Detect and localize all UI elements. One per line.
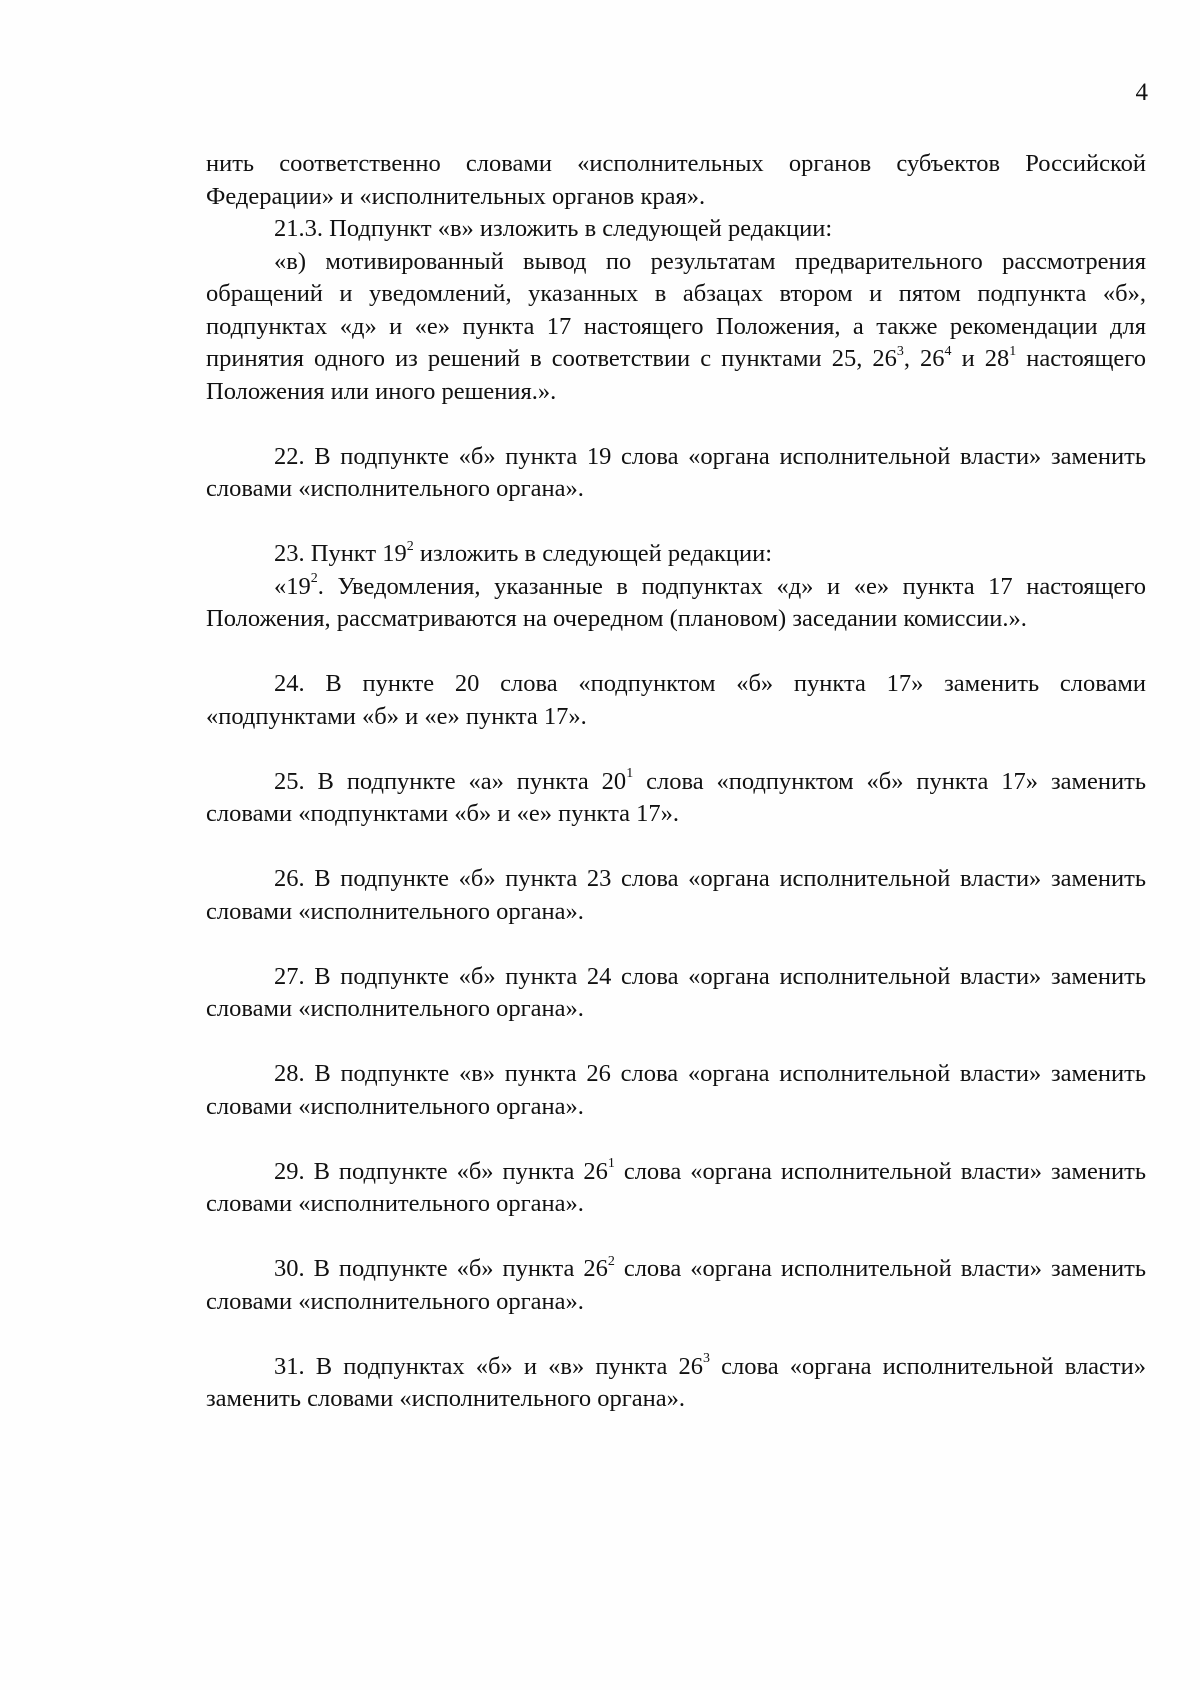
paragraph-spacer [206,1318,1146,1351]
superscript-index: 4 [944,343,952,359]
paragraph-p23 [206,538,1146,571]
text-run: настоящего Положения или иного решения.». [206,345,1146,405]
text-run: 25. В подпункте «а» пункта 20 [274,767,627,795]
paragraph-p26 [206,863,1146,928]
text-run: слова «подпунктом «б» пункта 17» заменить словами «подпунктами «б» и «е» пункта 17». [206,767,1147,827]
superscript-index: 3 [703,1351,710,1367]
superscript-index: 1 [626,766,634,782]
text-run: 27. В подпункте «б» пункта 24 слова «органа исполнительной власти» заменить словами «исполнительного органа». [206,962,1146,1022]
paragraph-p0 [206,148,1146,213]
text-run: слова «органа исполнительной власти» заменить словами «исполнительного органа». [206,1352,1146,1412]
paragraph-p30 [206,1253,1146,1318]
superscript-index: 2 [310,571,318,587]
superscript-index: 1 [607,1156,615,1172]
text-run: 24. В пункте 20 слова «подпунктом «б» пункта 17» заменить словами «подпунктами «б» и «е» пункта 17». [206,670,1146,730]
paragraph-spacer [206,1026,1146,1059]
paragraph-spacer [206,636,1146,669]
text-run: 28. В подпункте «в» пункта 26 слова «органа исполнительной власти» заменить словами «исполнительного органа». [206,1060,1146,1120]
paragraph-p28 [206,1058,1146,1123]
text-run: 26. В подпункте «б» пункта 23 слова «органа исполнительной власти» заменить словами «исполнительного органа». [206,865,1146,925]
paragraph-spacer [206,1221,1146,1254]
text-run: слова «органа исполнительной власти» заменить словами «исполнительного органа». [206,1157,1146,1217]
text-run: нить соответственно словами «исполнительных органов субъектов Российской Федерации» и «исполнительных органов края». [206,150,1146,210]
text-run: 29. В подпункте «б» пункта 26 [274,1157,608,1185]
paragraph-spacer [206,506,1146,539]
paragraph-spacer [206,928,1146,961]
paragraph-spacer [206,408,1146,441]
paragraph-p31 [206,1351,1146,1416]
paragraph-p21-3 [206,213,1146,246]
superscript-index: 1 [1009,343,1017,359]
paragraph-p29 [206,1156,1146,1221]
paragraph-p23-text [206,571,1146,636]
paragraph-spacer [206,1123,1146,1156]
superscript-index: 3 [896,343,904,359]
paragraph-spacer [206,831,1146,864]
text-run: . Уведомления, указанные в подпунктах «д» и «е» пункта 17 настоящего Положения, рассматриваются на очередном (плановом) заседании комиссии.». [206,572,1146,632]
text-run: «в) мотивированный вывод по результатам предварительного рассмотрения обращений и уведомлений, указанных в абзацах втором и пятом подпункта «б», подпунктах «д» и «е» пункта 17 настоящего Положения, а также рекомендации для принятия одного из решений в соответствии с пунктами 25, 26 [206,247,1146,372]
paragraph-p27 [206,961,1146,1026]
document-body [206,148,1146,1416]
text-run: изложить в следующей редакции: [413,540,773,567]
text-run: «19 [274,572,311,600]
superscript-index: 2 [406,538,414,554]
paragraph-spacer [206,733,1146,766]
page-number: 4 [1135,79,1148,106]
text-run: 22. В подпункте «б» пункта 19 слова «органа исполнительной власти» заменить словами «исполнительного органа». [206,442,1146,502]
paragraph-p25 [206,766,1146,831]
paragraph-p24 [206,668,1146,733]
text-run: 30. В подпункте «б» пункта 26 [274,1255,608,1282]
text-run: , 26 [903,345,945,372]
text-run: 21.3. Подпункт «в» изложить в следующей редакции: [274,215,833,242]
text-run: 31. В подпунктах «б» и «в» пункта 26 [274,1352,703,1380]
paragraph-p22 [206,441,1146,506]
paragraph-p21-3-text [206,246,1146,409]
text-run: и 28 [951,345,1010,372]
text-run: слова «органа исполнительной власти» заменить словами «исполнительного органа». [206,1255,1146,1315]
superscript-index: 2 [607,1253,615,1269]
text-run: 23. Пункт 19 [274,540,407,567]
